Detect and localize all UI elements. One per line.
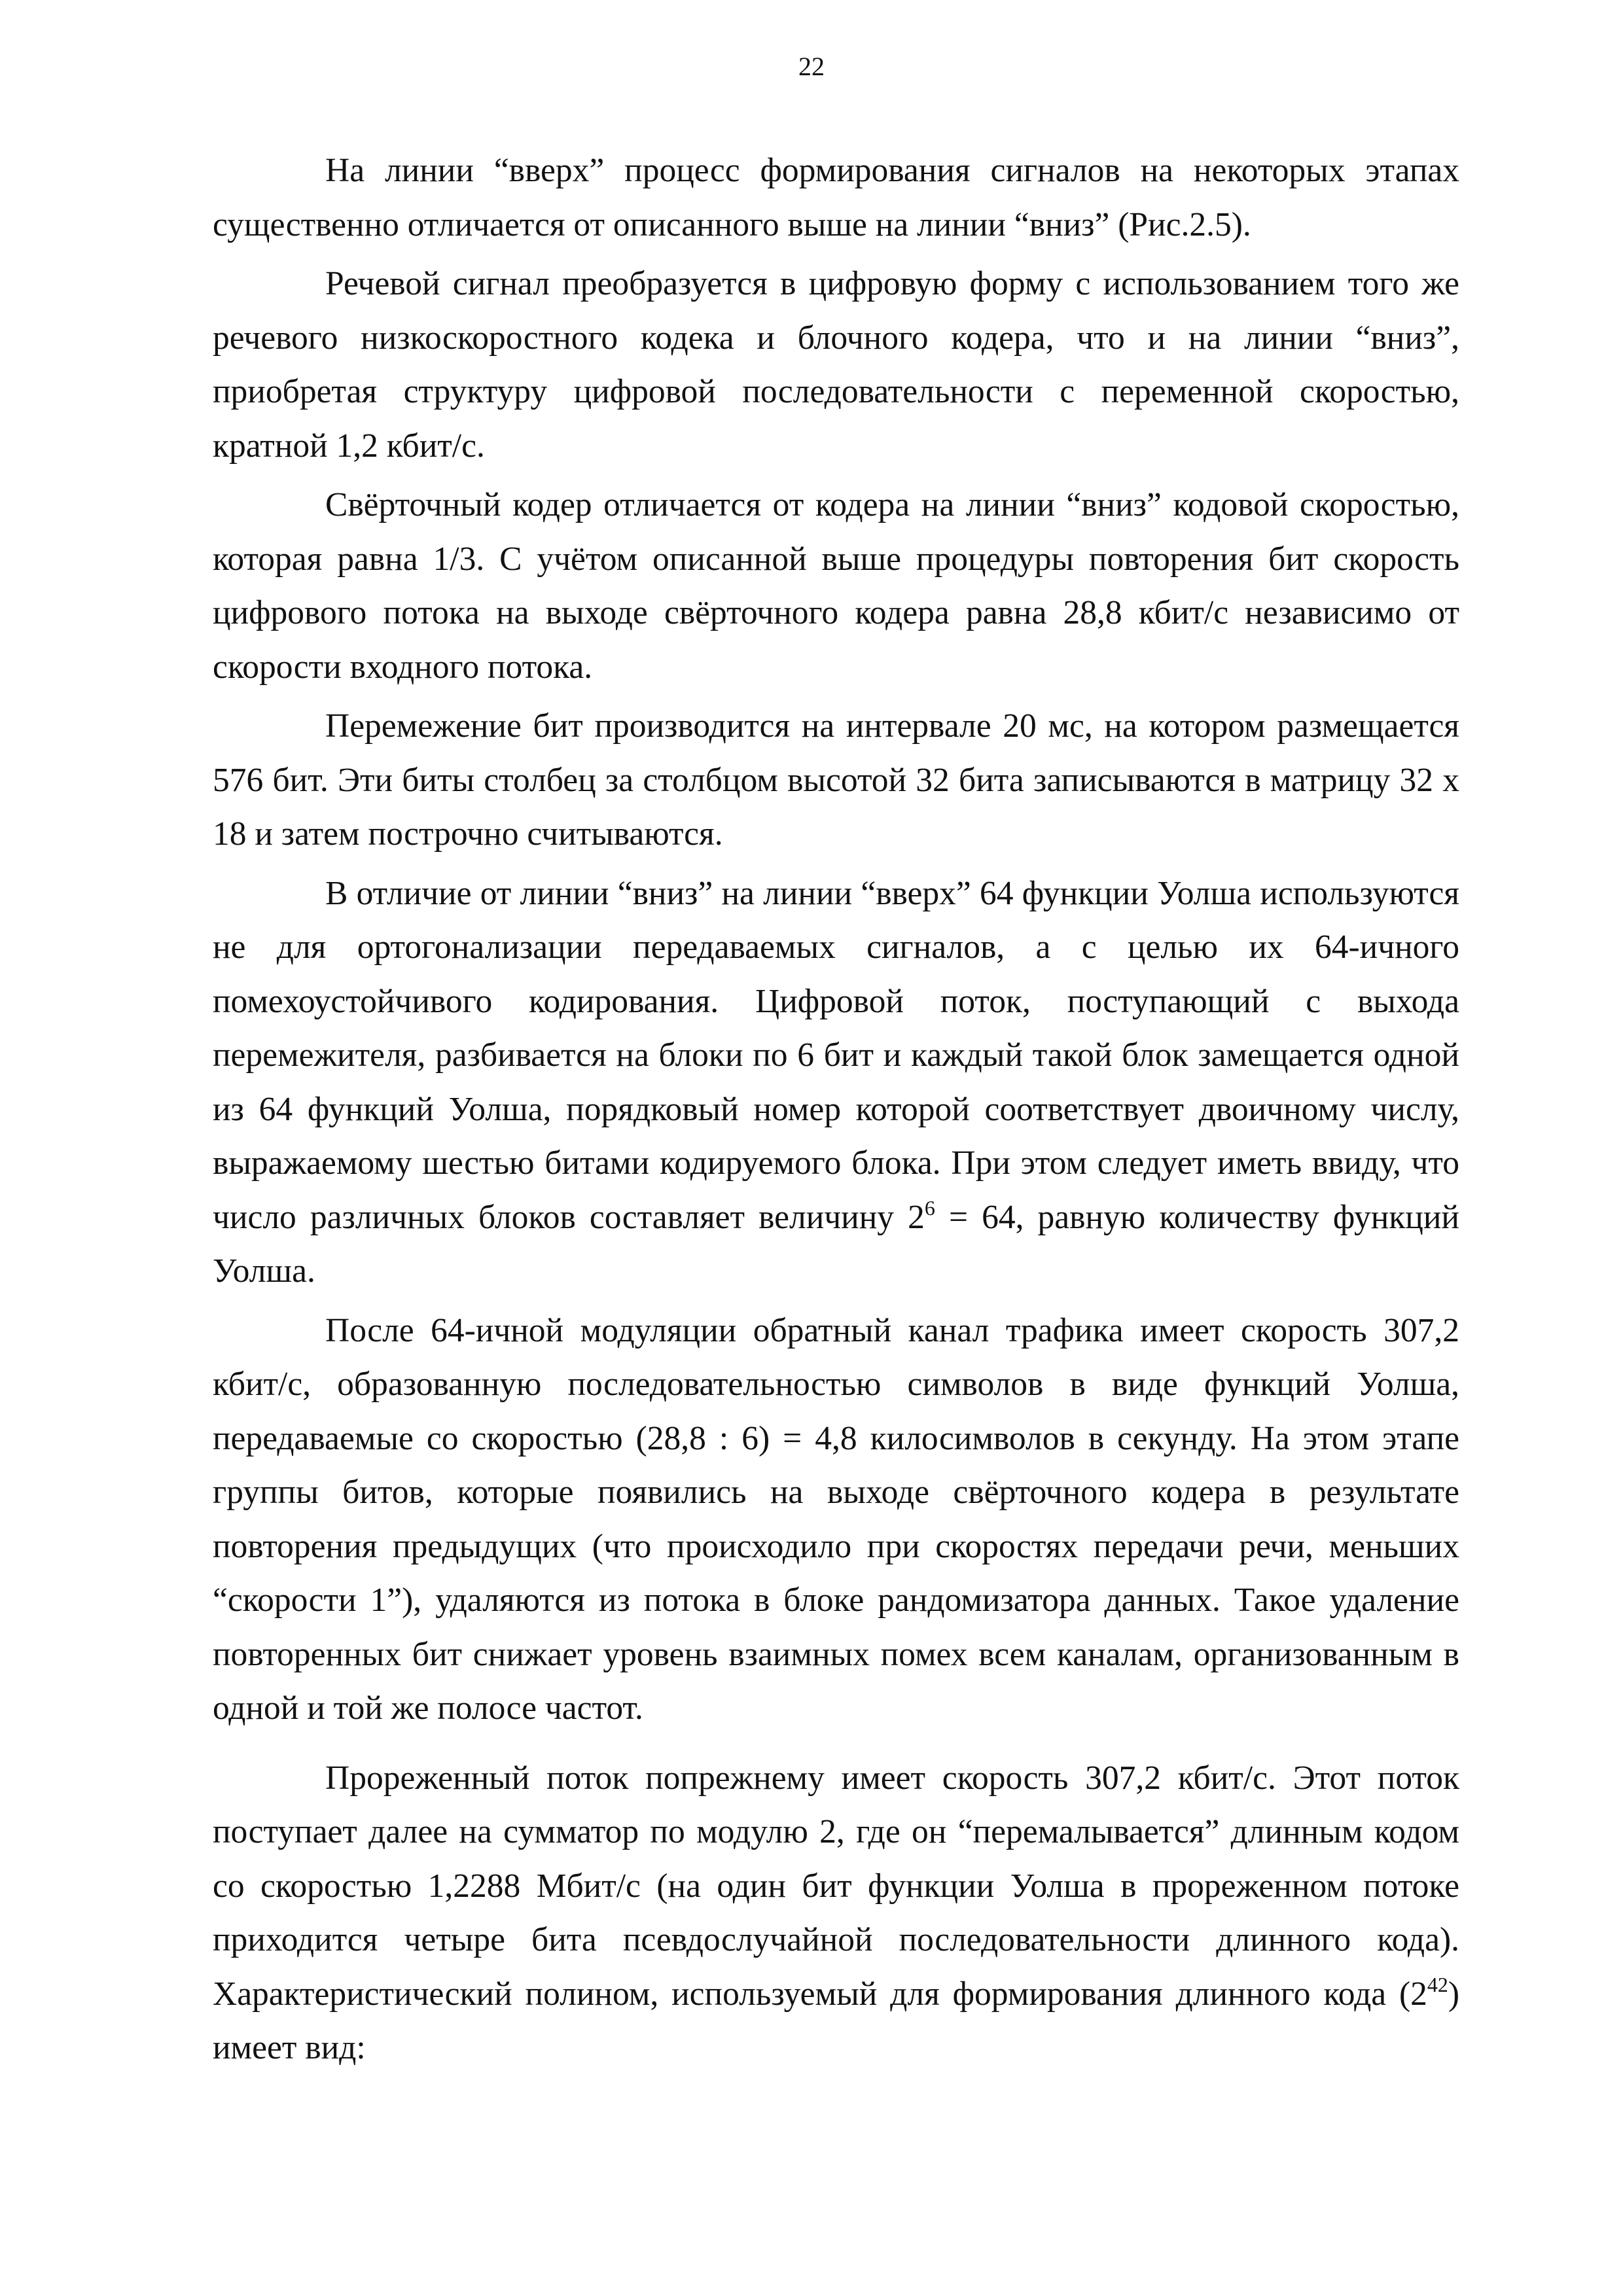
body-text <box>213 144 1459 2075</box>
paragraph-convolutional-coder: Свёрточный кодер отличается от кодера на линии “вниз” кодовой скоростью, которая равна 1/3. С учётом описанной выше процедуры повторения бит скорость цифрового потока на выходе свёрточного кодера равна 28,8 кбит/с независимо от скорости входного потока. <box>213 486 1459 686</box>
walsh-text-before: В отличие от линии “вниз” на линии “вверх” 64 функции Уолша используются не для ортогонализации передаваемых сигналов, а с целью их 64-ичного помехоустойчивого кодирования. Цифровой поток, поступающий с выхода перемежителя, разбивается на блоки по 6 бит и каждый такой блок замещается одной из 64 функций Уолша, порядковый номер которой соответствует двоичному числу, выражаемому шестью битами кодируемого блока. При этом следует иметь ввиду, что число различных блоков составляет величину 2 <box>213 874 1459 1236</box>
page-number: 22 <box>798 52 825 81</box>
paragraph-uplink-intro: На линии “вверх” процесс формирования сигналов на некоторых этапах существенно отличается от описанного выше на линии “вниз” (Рис.2.5). <box>213 152 1459 243</box>
long-code-text-before: Прореженный поток попрежнему имеет скорость 307,2 кбит/с. Этот поток поступает далее на сумматор по модулю 2, где он “перемалывается” длинным кодом со скоростью 1,2288 Мбит/с (на один бит функции Уолша в прореженном потоке приходится четыре бита псевдослучайной последовательности длинного кода). Характеристический полином, используемый для формирования длинного кода (2 <box>213 1759 1459 2013</box>
paragraph-long-code <box>213 1752 1459 2075</box>
walsh-text-after: = 64, равную количеству функций Уолша. <box>213 1198 1459 1290</box>
paragraph-walsh-functions <box>213 867 1459 1299</box>
paragraph-interleaving: Перемежение бит производится на интервале 20 мс, на котором размещается 576 бит. Эти биты столбец за столбцом высотой 32 бита записываются в матрицу 32 х 18 и затем построчно считываются. <box>213 707 1459 853</box>
paragraph-speech-signal: Речевой сигнал преобразуется в цифровую форму с использованием того же речевого низкоскоростного кодека и блочного кодера, что и на линии “вниз”, приобретая структуру цифровой последовательности с переменной скоростью, кратной 1,2 кбит/с. <box>213 265 1459 465</box>
long-code-exponent: 42 <box>1427 1973 1448 1996</box>
paragraph-modulation: После 64-ичной модуляции обратный канал трафика имеет скорость 307,2 кбит/с, образованную последовательностью символов в виде функций Уолша, передаваемые со скоростью (28,8 : 6) = 4,8 килосимволов в секунду. На этом этапе группы битов, которые появились на выходе свёрточного кодера в результате повторения предыдущих (что происходило при скоростях передачи речи, меньших “скорости 1”), удаляются из потока в блоке рандомизатора данных. Такое удаление повторенных бит снижает уровень взаимных помех всем каналам, организованным в одной и той же полосе частот. <box>213 1311 1459 1727</box>
walsh-exponent: 6 <box>924 1196 935 1220</box>
long-code-text-after: ) имеет вид: <box>213 1975 1459 2066</box>
